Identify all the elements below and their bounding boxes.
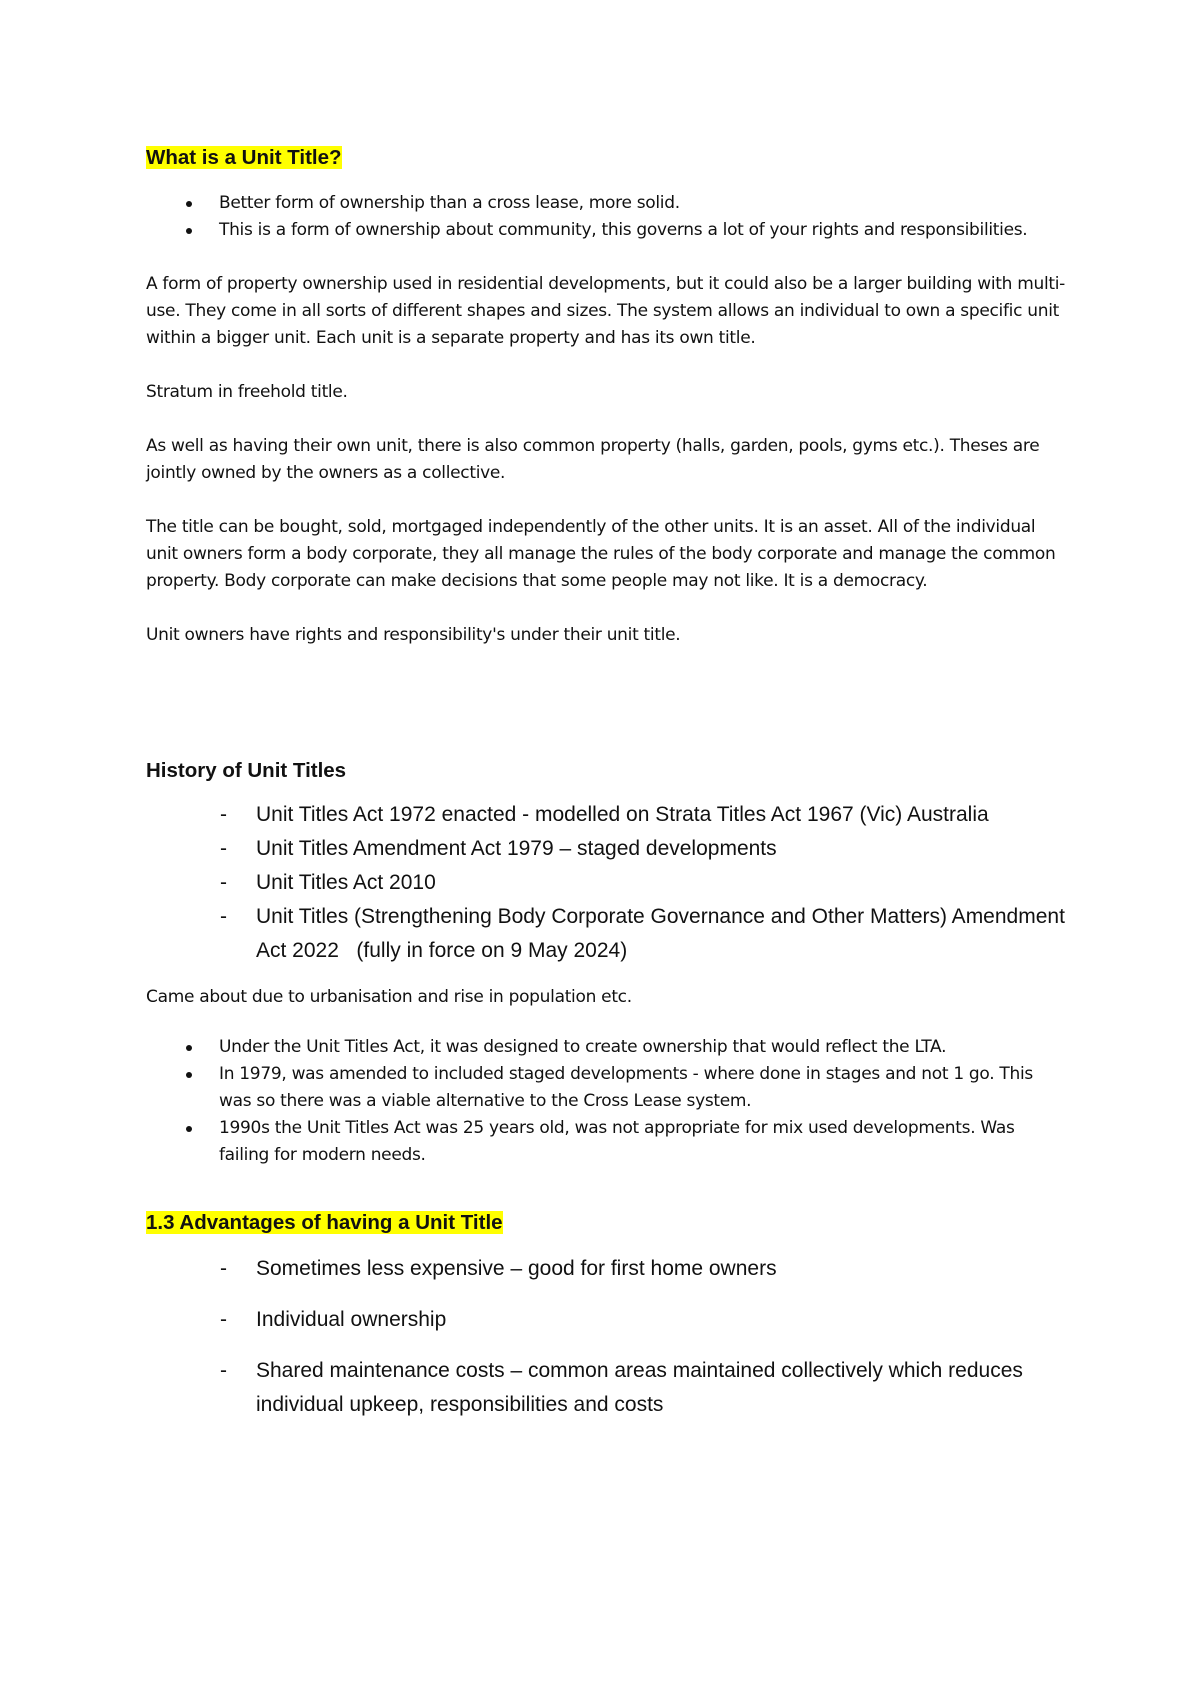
list-item-text: Unit Titles Act 1972 enacted - modelled on Strata Titles Act 1967 (Vic) Australia [256, 803, 989, 826]
dash-marker: - [220, 837, 227, 860]
paragraph-rights: Unit owners have rights and responsibility's under their unit title. [146, 625, 681, 645]
bullet-list-history [146, 1034, 1066, 1169]
paragraph-common-property: As well as having their own unit, there is also common property (halls, garden, pools, gyms etc.). Theses are jointly owned by the owners as a collective. [146, 436, 1040, 483]
bullet-icon [186, 1072, 192, 1078]
list-item-text: 1990s the Unit Titles Act was 25 years old, was not appropriate for mix used developments. Was failing for modern needs. [219, 1118, 1015, 1165]
list-item [146, 798, 1066, 832]
highlighted-heading-text: 1.3 Advantages of having a Unit Title [146, 1211, 503, 1234]
list-item-text: Unit Titles (Strengthening Body Corporate Governance and Other Matters) Amendment Act 2022 (fully in force on 9 May 2024) [256, 905, 1070, 962]
list-item [146, 1252, 1066, 1286]
list-item-text: This is a form of ownership about community, this governs a lot of your rights and responsibilities. [219, 220, 1028, 240]
highlighted-heading-text: What is a Unit Title? [146, 146, 342, 169]
list-item-text: Under the Unit Titles Act, it was designed to create ownership that would reflect the LTA. [219, 1037, 947, 1057]
list-item [146, 1354, 1066, 1422]
paragraph-stratum: Stratum in freehold title. [146, 382, 348, 402]
bullet-icon [186, 1045, 192, 1051]
dash-list-history [146, 798, 1070, 968]
list-item-text: Sometimes less expensive – good for first home owners [256, 1257, 777, 1280]
dash-marker: - [220, 1308, 227, 1331]
list-item-text: In 1979, was amended to included staged developments - where done in stages and not 1 go. This was so there was a viable alternative to the Cross Lease system. [219, 1064, 1033, 1111]
paragraph-body-corporate: The title can be bought, sold, mortgaged independently of the other units. It is an asset. All of the individual unit owners form a body corporate, they all manage the rules of the body corporate and manage the common property. Body corporate can make decisions that some people may not like. It is a democracy. [146, 517, 1056, 591]
dash-list-advantages [146, 1252, 1066, 1422]
list-item [146, 866, 1066, 900]
list-item [146, 1303, 1066, 1337]
list-item-text: Better form of ownership than a cross lease, more solid. [219, 193, 680, 213]
section-heading-what-is-unit-title [146, 144, 1066, 172]
list-item-text: Individual ownership [256, 1308, 447, 1331]
list-item [146, 1034, 1066, 1061]
dash-marker: - [220, 1359, 227, 1382]
list-item [146, 1061, 1066, 1115]
section-heading-history: History of Unit Titles [146, 759, 347, 782]
bullet-icon [186, 228, 192, 234]
bullet-icon [186, 201, 192, 207]
list-item [146, 190, 1066, 217]
list-item [146, 217, 1066, 244]
document-content [146, 144, 1070, 1439]
dash-marker: - [220, 871, 227, 894]
list-item [146, 832, 1066, 866]
list-item-text: Shared maintenance costs – common areas maintained collectively which reduces individual upkeep, responsibilities and costs [256, 1359, 1023, 1416]
paragraph-urbanisation: Came about due to urbanisation and rise in population etc. [146, 987, 632, 1007]
dash-marker: - [220, 803, 227, 826]
bullet-list-intro [146, 190, 1066, 244]
section-heading-advantages [146, 1209, 1066, 1237]
paragraph-definition: A form of property ownership used in residential developments, but it could also be a larger building with multi-use. They come in all sorts of different shapes and sizes. The system allows an individual to own a specific unit within a bigger unit. Each unit is a separate property and has its own title. [146, 274, 1065, 348]
dash-marker: - [220, 905, 227, 928]
list-item-text: Unit Titles Act 2010 [256, 871, 436, 894]
list-item [146, 1115, 1066, 1169]
list-item [146, 900, 1070, 968]
list-item-text: Unit Titles Amendment Act 1979 – staged developments [256, 837, 777, 860]
bullet-icon [186, 1126, 192, 1132]
dash-marker: - [220, 1257, 227, 1280]
